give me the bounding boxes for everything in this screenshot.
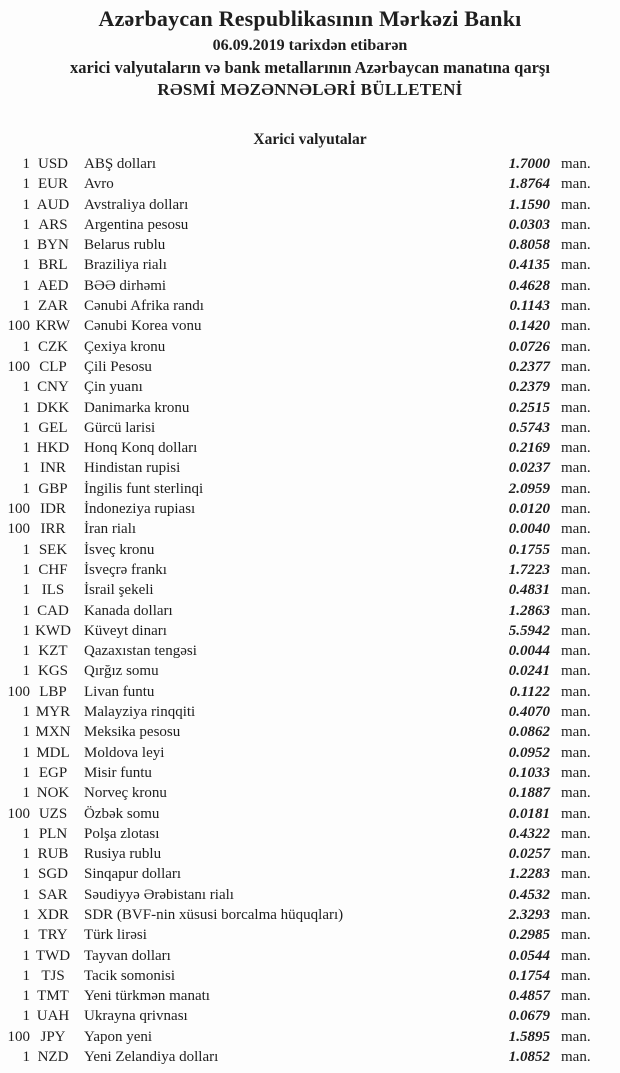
quantity-cell: 1 bbox=[22, 988, 30, 1005]
quantity-cell: 1 bbox=[22, 480, 30, 497]
currency-code-cell: LBP bbox=[39, 683, 67, 700]
table-row bbox=[0, 986, 620, 1006]
table-row bbox=[0, 844, 620, 864]
table-row bbox=[0, 824, 620, 844]
table-row bbox=[0, 1047, 620, 1067]
quantity-cell: 1 bbox=[22, 825, 30, 842]
currency-name-cell: Danimarka kronu bbox=[84, 399, 190, 416]
rate-cell: 0.0040 bbox=[508, 521, 550, 538]
table-row bbox=[0, 1006, 620, 1026]
currency-code-cell: KGS bbox=[37, 663, 68, 680]
unit-cell: man. bbox=[561, 906, 591, 923]
table-row bbox=[0, 804, 620, 824]
unit-cell: man. bbox=[561, 257, 591, 274]
quantity-cell: 1 bbox=[22, 176, 30, 193]
quantity-cell: 1 bbox=[22, 866, 30, 883]
currency-name-cell: Argentina pesosu bbox=[84, 216, 189, 233]
table-row bbox=[0, 540, 620, 560]
quantity-cell: 100 bbox=[7, 1028, 30, 1045]
currency-code-cell: XDR bbox=[37, 906, 69, 923]
quantity-cell: 1 bbox=[22, 947, 30, 964]
currency-name-cell: Misir funtu bbox=[84, 764, 152, 781]
rate-cell: 0.1887 bbox=[508, 785, 550, 802]
currency-code-cell: AUD bbox=[36, 196, 70, 213]
currency-name-cell: Yeni Zelandiya dolları bbox=[84, 1049, 219, 1066]
table-row bbox=[0, 418, 620, 438]
quantity-cell: 1 bbox=[22, 704, 30, 721]
quantity-cell: 1 bbox=[22, 927, 30, 944]
rate-cell: 0.0241 bbox=[508, 663, 550, 680]
currency-name-cell: Moldova leyi bbox=[84, 744, 165, 761]
unit-cell: man. bbox=[561, 521, 591, 538]
unit-cell: man. bbox=[561, 318, 591, 335]
currency-code-cell: USD bbox=[37, 156, 68, 172]
table-row bbox=[0, 215, 620, 235]
rate-cell: 0.4628 bbox=[508, 277, 550, 294]
rate-cell: 0.0862 bbox=[508, 724, 550, 741]
currency-code-cell: TRY bbox=[38, 927, 68, 944]
currency-name-cell: Tayvan dolları bbox=[84, 947, 171, 964]
rate-cell: 0.4322 bbox=[508, 825, 550, 842]
table-row bbox=[0, 661, 620, 681]
rate-cell: 1.7000 bbox=[508, 156, 550, 172]
currency-code-cell: KZT bbox=[38, 643, 68, 660]
quantity-cell: 1 bbox=[22, 298, 30, 315]
currency-code-cell: ZAR bbox=[38, 298, 68, 315]
currency-name-cell: Cənubi Afrika randı bbox=[84, 298, 204, 315]
currency-code-cell: IDR bbox=[40, 501, 66, 518]
rate-cell: 0.2169 bbox=[508, 440, 550, 457]
currency-name-cell: Hindistan rupisi bbox=[84, 460, 181, 477]
currency-name-cell: Malayziya rinqqiti bbox=[84, 704, 196, 721]
quantity-cell: 1 bbox=[22, 886, 30, 903]
currency-code-cell: RUB bbox=[37, 846, 69, 863]
currency-code-cell: JPY bbox=[40, 1028, 66, 1045]
currency-code-cell: EUR bbox=[38, 176, 68, 193]
unit-cell: man. bbox=[561, 744, 591, 761]
quantity-cell: 1 bbox=[22, 967, 30, 984]
unit-cell: man. bbox=[561, 785, 591, 802]
currency-code-cell: NOK bbox=[36, 785, 70, 802]
quantity-cell: 1 bbox=[22, 216, 30, 233]
unit-cell: man. bbox=[561, 358, 591, 375]
unit-cell: man. bbox=[561, 277, 591, 294]
unit-cell: man. bbox=[561, 561, 591, 578]
table-row bbox=[0, 195, 620, 215]
quantity-cell: 1 bbox=[22, 1008, 30, 1025]
table-row bbox=[0, 682, 620, 702]
unit-cell: man. bbox=[561, 196, 591, 213]
bulletin-title: RƏSMİ MƏZƏNNƏLƏRİ BÜLLETENİ bbox=[157, 80, 463, 99]
quantity-cell: 1 bbox=[22, 643, 30, 660]
quantity-cell: 1 bbox=[22, 663, 30, 680]
currency-name-cell: Rusiya rublu bbox=[84, 846, 162, 863]
rate-cell: 0.1143 bbox=[509, 298, 550, 315]
currency-code-cell: NZD bbox=[37, 1049, 69, 1066]
rate-cell: 1.5895 bbox=[508, 1028, 550, 1045]
table-row bbox=[0, 458, 620, 478]
currency-code-cell: UZS bbox=[38, 805, 68, 822]
rate-cell: 0.4831 bbox=[508, 582, 550, 599]
currency-name-cell: BƏƏ dirhəmi bbox=[84, 277, 167, 294]
currency-code-cell: BYN bbox=[37, 237, 69, 254]
quantity-cell: 1 bbox=[22, 196, 30, 213]
quantity-cell: 1 bbox=[22, 460, 30, 477]
unit-cell: man. bbox=[561, 1049, 591, 1066]
quantity-cell: 1 bbox=[22, 541, 30, 558]
currency-code-cell: CAD bbox=[37, 602, 69, 619]
unit-cell: man. bbox=[561, 460, 591, 477]
currency-name-cell: Kanada dolları bbox=[84, 602, 173, 619]
table-row bbox=[0, 296, 620, 316]
rate-cell: 0.0257 bbox=[508, 846, 550, 863]
currency-name-cell: Braziliya rialı bbox=[84, 257, 167, 274]
currency-code-cell: AED bbox=[37, 277, 69, 294]
unit-cell: man. bbox=[561, 805, 591, 822]
currency-name-cell: Gürcü larisi bbox=[84, 419, 156, 436]
currency-name-cell: Belarus rublu bbox=[84, 237, 166, 254]
rate-cell: 1.2863 bbox=[508, 602, 550, 619]
currency-name-cell: Avstraliya dolları bbox=[84, 196, 189, 213]
unit-cell: man. bbox=[561, 866, 591, 883]
unit-cell: man. bbox=[561, 237, 591, 254]
quantity-cell: 100 bbox=[7, 358, 30, 375]
currency-code-cell: BRL bbox=[38, 257, 68, 274]
table-row bbox=[0, 174, 620, 194]
currency-code-cell: TWD bbox=[35, 947, 71, 964]
quantity-cell: 1 bbox=[22, 582, 30, 599]
rate-cell: 0.1755 bbox=[508, 541, 550, 558]
quantity-cell: 1 bbox=[22, 1049, 30, 1066]
unit-cell: man. bbox=[561, 298, 591, 315]
rates-table bbox=[0, 154, 620, 1067]
currency-name-cell: Norveç kronu bbox=[84, 785, 167, 802]
currency-code-cell: SAR bbox=[38, 886, 68, 903]
currency-name-cell: Sinqapur dolları bbox=[84, 866, 182, 883]
table-row bbox=[0, 966, 620, 986]
rate-cell: 0.4135 bbox=[508, 257, 550, 274]
table-row bbox=[0, 702, 620, 722]
table-row bbox=[0, 601, 620, 621]
currency-code-cell: MYR bbox=[35, 704, 71, 721]
quantity-cell: 100 bbox=[7, 805, 30, 822]
quantity-cell: 1 bbox=[22, 440, 30, 457]
currency-code-cell: MDL bbox=[36, 744, 70, 761]
rate-cell: 2.0959 bbox=[508, 480, 550, 497]
quantity-cell: 1 bbox=[22, 602, 30, 619]
currency-name-cell: ABŞ dolları bbox=[84, 156, 157, 172]
quantity-cell: 1 bbox=[22, 399, 30, 416]
currency-code-cell: KRW bbox=[35, 318, 71, 335]
currency-name-cell: Qazaxıstan tengəsi bbox=[84, 643, 197, 660]
unit-cell: man. bbox=[561, 1008, 591, 1025]
quantity-cell: 1 bbox=[22, 237, 30, 254]
rate-cell: 0.0952 bbox=[508, 744, 550, 761]
currency-code-cell: SGD bbox=[37, 866, 68, 883]
unit-cell: man. bbox=[561, 582, 591, 599]
table-row bbox=[0, 641, 620, 661]
unit-cell: man. bbox=[561, 643, 591, 660]
table-row bbox=[0, 621, 620, 641]
table-row bbox=[0, 946, 620, 966]
quantity-cell: 1 bbox=[22, 764, 30, 781]
currency-name-cell: Çin yuanı bbox=[84, 379, 143, 396]
rate-cell: 0.1033 bbox=[508, 764, 550, 781]
unit-cell: man. bbox=[561, 399, 591, 416]
unit-cell: man. bbox=[561, 480, 591, 497]
rate-cell: 0.4532 bbox=[508, 886, 550, 903]
unit-cell: man. bbox=[561, 1028, 591, 1045]
table-row bbox=[0, 783, 620, 803]
quantity-cell: 1 bbox=[22, 724, 30, 741]
table-row bbox=[0, 337, 620, 357]
table-row bbox=[0, 235, 620, 255]
rate-cell: 0.1754 bbox=[508, 967, 550, 984]
quantity-cell: 100 bbox=[7, 683, 30, 700]
currency-name-cell: Səudiyyə Ərəbistanı rialı bbox=[84, 886, 234, 903]
quantity-cell: 1 bbox=[22, 338, 30, 355]
rate-cell: 1.0852 bbox=[508, 1049, 550, 1066]
bank-title: Azərbaycan Respublikasının Mərkəzi Bankı bbox=[98, 6, 522, 31]
unit-cell: man. bbox=[561, 825, 591, 842]
table-row bbox=[0, 885, 620, 905]
currency-name-cell: Çexiya kronu bbox=[84, 338, 166, 355]
currency-name-cell: Küveyt dinarı bbox=[84, 622, 167, 639]
table-row bbox=[0, 357, 620, 377]
currency-name-cell: Honq Konq dolları bbox=[84, 440, 198, 457]
unit-cell: man. bbox=[561, 988, 591, 1005]
unit-cell: man. bbox=[561, 927, 591, 944]
currency-name-cell: Özbək somu bbox=[84, 805, 160, 822]
table-row bbox=[0, 925, 620, 945]
currency-code-cell: UAH bbox=[36, 1008, 70, 1025]
currency-code-cell: KWD bbox=[35, 622, 71, 639]
currency-name-cell: Avro bbox=[84, 176, 114, 193]
currency-code-cell: DKK bbox=[36, 399, 70, 416]
currency-name-cell: İsrail şekeli bbox=[84, 582, 154, 599]
currency-code-cell: IRR bbox=[40, 521, 66, 538]
quantity-cell: 1 bbox=[22, 156, 30, 172]
currency-code-cell: PLN bbox=[38, 825, 68, 842]
currency-name-cell: Qırğız somu bbox=[84, 663, 159, 680]
currency-code-cell: CHF bbox=[38, 561, 68, 578]
rate-cell: 0.0726 bbox=[508, 338, 550, 355]
quantity-cell: 100 bbox=[7, 521, 30, 538]
unit-cell: man. bbox=[561, 440, 591, 457]
currency-code-cell: ILS bbox=[41, 582, 65, 599]
quantity-cell: 1 bbox=[22, 419, 30, 436]
table-row bbox=[0, 276, 620, 296]
table-row bbox=[0, 864, 620, 884]
rate-cell: 2.3293 bbox=[508, 906, 550, 923]
currency-code-cell: TMT bbox=[37, 988, 69, 1005]
table-row bbox=[0, 377, 620, 397]
table-row bbox=[0, 398, 620, 418]
rate-cell: 0.0120 bbox=[508, 501, 550, 518]
table-row bbox=[0, 743, 620, 763]
unit-cell: man. bbox=[561, 704, 591, 721]
rate-cell: 0.4857 bbox=[508, 988, 550, 1005]
unit-cell: man. bbox=[561, 622, 591, 639]
table-row bbox=[0, 255, 620, 275]
unit-cell: man. bbox=[561, 338, 591, 355]
unit-cell: man. bbox=[561, 419, 591, 436]
currency-code-cell: SEK bbox=[38, 541, 68, 558]
rate-cell: 1.7223 bbox=[508, 561, 550, 578]
currency-name-cell: Tacik somonisi bbox=[84, 967, 176, 984]
currency-name-cell: İndoneziya rupiası bbox=[84, 501, 196, 518]
table-row bbox=[0, 560, 620, 580]
table-row bbox=[0, 438, 620, 458]
table-row bbox=[0, 722, 620, 742]
rate-cell: 0.0044 bbox=[508, 643, 550, 660]
table-row bbox=[0, 154, 620, 174]
rate-cell: 5.5942 bbox=[508, 622, 550, 639]
rate-cell: 1.8764 bbox=[508, 176, 550, 193]
quantity-cell: 1 bbox=[22, 846, 30, 863]
currency-code-cell: HKD bbox=[36, 440, 70, 457]
currency-name-cell: İsveçrə frankı bbox=[84, 561, 167, 578]
currency-name-cell: Yapon yeni bbox=[84, 1028, 153, 1045]
table-row bbox=[0, 479, 620, 499]
quantity-cell: 1 bbox=[22, 744, 30, 761]
rate-cell: 0.2377 bbox=[508, 358, 550, 375]
rate-cell: 0.5743 bbox=[508, 419, 550, 436]
rate-cell: 0.0237 bbox=[508, 460, 550, 477]
table-row bbox=[0, 1027, 620, 1047]
quantity-cell: 1 bbox=[22, 379, 30, 396]
unit-cell: man. bbox=[561, 886, 591, 903]
currency-code-cell: EGP bbox=[38, 764, 68, 781]
currency-name-cell: İsveç kronu bbox=[84, 541, 155, 558]
quantity-cell: 1 bbox=[22, 785, 30, 802]
effective-date-line: 06.09.2019 tarixdən etibarən bbox=[212, 37, 408, 54]
rate-cell: 1.1590 bbox=[508, 196, 550, 213]
rate-cell: 0.2515 bbox=[508, 399, 550, 416]
table-row bbox=[0, 499, 620, 519]
quantity-cell: 100 bbox=[7, 318, 30, 335]
currency-code-cell: GEL bbox=[38, 419, 68, 436]
currency-code-cell: CZK bbox=[38, 338, 68, 355]
unit-cell: man. bbox=[561, 176, 591, 193]
currency-code-cell: GBP bbox=[38, 480, 68, 497]
rate-cell: 0.0679 bbox=[508, 1008, 550, 1025]
rate-cell: 0.4070 bbox=[508, 704, 550, 721]
subtitle-line: xarici valyutaların və bank metallarının Azərbaycan manatına qarşı bbox=[70, 58, 550, 77]
currency-name-cell: Cənubi Korea vonu bbox=[84, 318, 202, 335]
currency-code-cell: INR bbox=[40, 460, 66, 477]
rate-cell: 0.0303 bbox=[508, 216, 550, 233]
quantity-cell: 1 bbox=[22, 906, 30, 923]
currency-name-cell: Türk lirəsi bbox=[84, 927, 147, 944]
table-row bbox=[0, 316, 620, 336]
rate-cell: 0.0181 bbox=[508, 805, 550, 822]
section-title-foreign-currencies: Xarici valyutalar bbox=[253, 131, 367, 148]
unit-cell: man. bbox=[561, 379, 591, 396]
rate-cell: 0.2985 bbox=[508, 927, 550, 944]
table-row bbox=[0, 580, 620, 600]
rate-cell: 0.1420 bbox=[508, 318, 550, 335]
quantity-cell: 100 bbox=[7, 501, 30, 518]
currency-name-cell: Yeni türkmən manatı bbox=[84, 988, 210, 1005]
currency-code-cell: CLP bbox=[39, 358, 67, 375]
currency-name-cell: Çili Pesosu bbox=[84, 358, 152, 375]
currency-name-cell: İran rialı bbox=[84, 521, 137, 538]
unit-cell: man. bbox=[561, 846, 591, 863]
unit-cell: man. bbox=[561, 663, 591, 680]
currency-name-cell: Livan funtu bbox=[84, 683, 155, 700]
currency-code-cell: TJS bbox=[41, 967, 65, 984]
currency-name-cell: SDR (BVF-nin xüsusi borcalma hüquqları) bbox=[84, 906, 344, 923]
unit-cell: man. bbox=[561, 967, 591, 984]
unit-cell: man. bbox=[561, 501, 591, 518]
quantity-cell: 1 bbox=[22, 622, 30, 639]
table-row bbox=[0, 905, 620, 925]
currency-name-cell: Meksika pesosu bbox=[84, 724, 181, 741]
currency-name-cell: Ukrayna qrivnası bbox=[84, 1008, 188, 1025]
currency-name-cell: Polşa zlotası bbox=[84, 825, 160, 842]
quantity-cell: 1 bbox=[22, 277, 30, 294]
rate-cell: 0.1122 bbox=[509, 683, 550, 700]
quantity-cell: 1 bbox=[22, 257, 30, 274]
rate-cell: 0.0544 bbox=[508, 947, 550, 964]
currency-name-cell: İngilis funt sterlinqi bbox=[84, 480, 204, 497]
unit-cell: man. bbox=[561, 602, 591, 619]
currency-code-cell: ARS bbox=[38, 216, 68, 233]
unit-cell: man. bbox=[561, 764, 591, 781]
currency-code-cell: MXN bbox=[35, 724, 71, 741]
unit-cell: man. bbox=[561, 156, 591, 172]
unit-cell: man. bbox=[561, 683, 591, 700]
table-row bbox=[0, 763, 620, 783]
rate-cell: 0.8058 bbox=[508, 237, 550, 254]
unit-cell: man. bbox=[561, 724, 591, 741]
unit-cell: man. bbox=[561, 947, 591, 964]
rate-cell: 0.2379 bbox=[508, 379, 550, 396]
quantity-cell: 1 bbox=[22, 561, 30, 578]
currency-code-cell: CNY bbox=[37, 379, 69, 396]
rate-cell: 1.2283 bbox=[508, 866, 550, 883]
table-row bbox=[0, 519, 620, 539]
unit-cell: man. bbox=[561, 216, 591, 233]
unit-cell: man. bbox=[561, 541, 591, 558]
